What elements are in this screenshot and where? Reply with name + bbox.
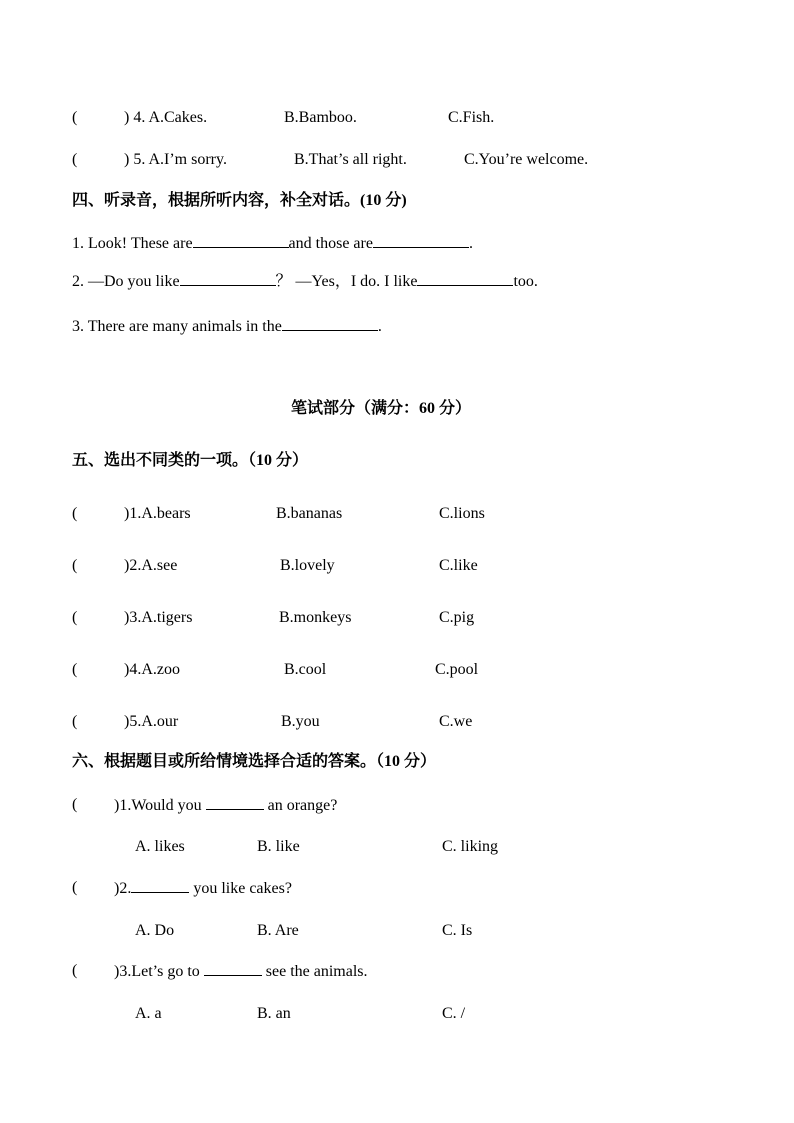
answer-blank[interactable]	[193, 233, 289, 248]
item-option-c: C.like	[439, 557, 478, 574]
choice-option-a: A. Do	[135, 922, 175, 939]
answer-blank[interactable]	[417, 271, 513, 286]
sentence-text: too.	[513, 273, 538, 290]
paren-open: (	[72, 713, 78, 730]
answer-blank[interactable]	[373, 233, 469, 248]
paren-open: (	[72, 505, 78, 522]
fill-sentence-3	[72, 316, 382, 337]
item-option-b: B.lovely	[280, 557, 335, 574]
answer-blank[interactable]	[206, 795, 264, 810]
choice-question-3	[114, 961, 368, 982]
answer-blank[interactable]	[204, 961, 262, 976]
item-option-c: C.we	[439, 713, 473, 730]
section-6-title: 六、根据题目或所给情境选择合适的答案。（10 分）	[72, 753, 437, 770]
choice-option-b: B. Are	[257, 922, 299, 939]
item-option-b: B.bananas	[276, 505, 343, 522]
paren-open: (	[72, 557, 78, 574]
choice-option-a: A. a	[135, 1005, 162, 1022]
answer-blank[interactable]	[282, 316, 378, 331]
choice-question-2	[114, 878, 292, 899]
sentence-text: ？ —Yes，I do. I like	[275, 273, 418, 290]
paren-open: (	[72, 962, 78, 979]
section-5-title: 五、选出不同类的一项。（10 分）	[72, 452, 309, 469]
choice-question-1	[114, 795, 337, 816]
sentence-text: 3. There are many animals in the	[72, 318, 282, 335]
paren-open: (	[72, 661, 78, 678]
paren-open: (	[72, 879, 78, 896]
fill-sentence-1	[72, 233, 473, 254]
sentence-text: .	[468, 235, 473, 252]
choice-option-c: C. liking	[442, 838, 499, 855]
paren-open: (	[72, 796, 78, 813]
sentence-text: 2. —Do you like	[72, 273, 180, 290]
written-part-header: 笔试部分（满分：60 分）	[291, 400, 472, 417]
item-option-c: C.pool	[435, 661, 479, 678]
sentence-text: 1. Look! These are	[72, 235, 193, 252]
question-5-option-b: B.That’s all right.	[294, 151, 407, 168]
choice-option-c: C. /	[442, 1005, 466, 1022]
question-4-option-a: ) 4. A.Cakes.	[124, 109, 208, 126]
item-option-a: )2.A.see	[124, 557, 178, 574]
item-option-a: )1.A.bears	[124, 505, 191, 522]
choice-option-b: B. an	[257, 1005, 291, 1022]
item-option-a: )3.A.tigers	[124, 609, 193, 626]
choice-option-b: B. like	[257, 838, 300, 855]
answer-blank[interactable]	[131, 878, 189, 893]
answer-blank[interactable]	[180, 271, 276, 286]
item-option-a: )5.A.our	[124, 713, 179, 730]
sentence-text: .	[377, 318, 382, 335]
sentence-text: and those are	[288, 235, 373, 252]
item-option-b: B.monkeys	[279, 609, 352, 626]
question-text: )2.	[114, 880, 132, 897]
paren-open: (	[72, 151, 78, 168]
question-5-option-c: C.You’re welcome.	[464, 151, 589, 168]
item-option-c: C.pig	[439, 609, 475, 626]
question-4-option-c: C.Fish.	[448, 109, 495, 126]
item-option-a: )4.A.zoo	[124, 661, 180, 678]
paren-open: (	[72, 109, 78, 126]
choice-option-a: A. likes	[135, 838, 185, 855]
choice-option-c: C. Is	[442, 922, 473, 939]
paren-open: (	[72, 609, 78, 626]
question-text: )3.Let’s go to	[114, 963, 200, 980]
section-4-title: 四、听录音，根据所听内容，补全对话。(10 分)	[72, 192, 407, 209]
question-text: an orange?	[267, 797, 338, 814]
item-option-b: B.cool	[284, 661, 327, 678]
item-option-b: B.you	[281, 713, 320, 730]
question-text: see the animals.	[265, 963, 368, 980]
question-text: )1.Would you	[114, 797, 202, 814]
question-4-option-b: B.Bamboo.	[284, 109, 357, 126]
fill-sentence-2	[72, 271, 538, 292]
question-5-option-a: ) 5. A.I’m sorry.	[124, 151, 227, 168]
question-text: you like cakes?	[193, 880, 292, 897]
item-option-c: C.lions	[439, 505, 485, 522]
